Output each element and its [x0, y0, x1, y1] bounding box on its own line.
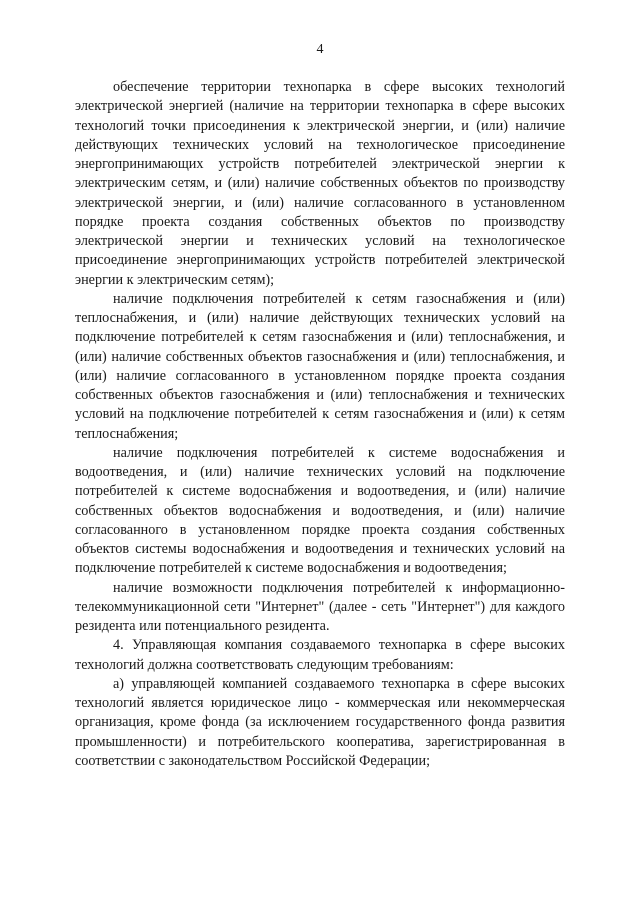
paragraph-gas-heat-supply: наличие подключения потребителей к сетям газоснабжения и (или) теплоснабжения, и (или) наличие действующих технических условий на подключение потребителей к сетям газоснабжения и (или) теплоснабжения, и (или) наличие собственных объектов газоснабжения и (или) теплоснабжения, и (или) наличие согласованного в установленном порядке проекта создания собственных объектов газоснабжения и (или) теплоснабжения и технических условий на подключение потребителей к сетям газоснабжения и (или) к сетям теплоснабжения; — [75, 290, 565, 442]
paragraph-management-company-requirements: 4. Управляющая компания создаваемого технопарка в сфере высоких технологий должна соответствовать следующим требованиям: — [75, 637, 565, 673]
paragraph-electricity-supply: обеспечение территории технопарка в сфере высоких технологий электрической энергией (наличие на территории технопарка в сфере высоких технологий точки присоединения к электрической энергии, и (или) наличие действующих технических условий на технологическое присоединение энергопринимающих устройств потребителей электрической энергии к электрическим сетям, и (или) наличие собственных объектов по производству электрической энергии, и (или) наличие согласованного в установленном порядке проекта создания собственных объектов по производству электрической энергии и технических условий на технологическое присоединение энергопринимающих устройств потребителей электрической энергии к электрическим сетям); — [75, 79, 565, 288]
paragraph-requirement-a: а) управляющей компанией создаваемого технопарка в сфере высоких технологий является юридическое лицо - коммерческая или некоммерческая организация, кроме фонда (за исключением государственного фонда развития промышленности) и потребительского кооператива, зарегистрированная в соответствии с законодательством Российской Федерации; — [75, 675, 565, 769]
paragraph-internet-connection: наличие возможности подключения потребителей к информационно-телекоммуникационной сети "Интернет" (далее - сеть "Интернет") для каждого резидента или потенциального резидента. — [75, 579, 565, 634]
paragraph-water-supply: наличие подключения потребителей к системе водоснабжения и водоотведения, и (или) наличие технических условий на подключение потребителей к системе водоснабжения и водоотведения, и (или) наличие собственных объектов водоснабжения и водоотведения, и (или) наличие согласованного в установленном порядке проекта создания собственных объектов системы водоснабжения и водоотведения и технических условий на подключение потребителей к системе водоснабжения и водоотведения; — [75, 444, 565, 577]
page-number: 4 — [316, 42, 324, 57]
document-body — [75, 78, 565, 771]
